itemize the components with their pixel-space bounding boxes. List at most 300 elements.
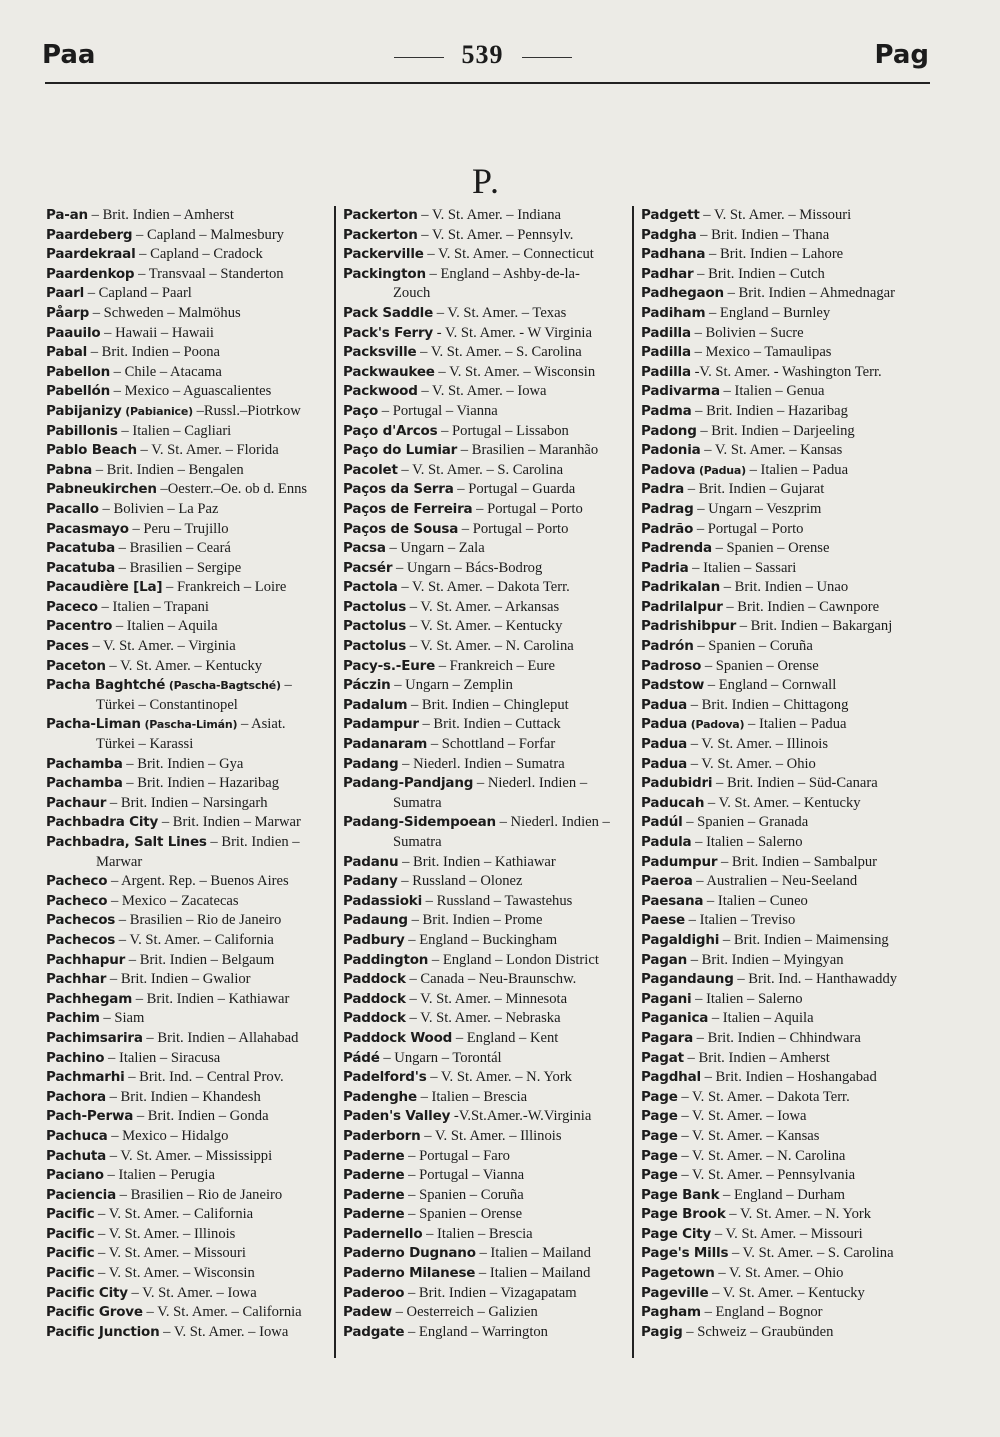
place-location: – Brit. Indien – Prome (411, 912, 543, 929)
place-name: Padalum (343, 696, 408, 713)
place-location: – V. St. Amer. – Wisconsin (438, 363, 596, 380)
gazetteer-entry (641, 578, 935, 598)
gazetteer-entry (46, 422, 338, 442)
place-location: – V. St. Amer. – California (98, 1206, 254, 1223)
gazetteer-entry (46, 539, 338, 559)
place-name: Påarp (46, 304, 90, 321)
place-location: – V. St. Amer. – Pennsylv. (421, 226, 574, 243)
place-location: – V. St. Amer. – S. Carolina (401, 461, 564, 478)
place-location-continued: Marwar (96, 853, 143, 870)
place-location: – Russland – Olonez (401, 873, 523, 890)
place-location: – V. St. Amer. – Virginia (92, 638, 236, 655)
place-location: – Portugal – Faro (408, 1147, 510, 1164)
place-name: Pachecos (46, 931, 116, 948)
gazetteer-entry (46, 1088, 338, 1108)
place-location: – England – Durham (723, 1186, 846, 1203)
place-location: – Italien – Padua (748, 716, 847, 733)
place-name: Padrishibpur (641, 618, 737, 635)
gazetteer-entry (343, 1127, 635, 1147)
place-location: – Brit. Indien – Belgaum (128, 951, 275, 968)
place-location-continued: Türkei – Constantinopel (96, 696, 238, 713)
place-location: – V. St. Amer. – Dakota Terr. (681, 1088, 850, 1105)
gazetteer-entry (46, 363, 338, 383)
place-location: – Mexico – Zacatecas (110, 892, 239, 909)
place-name: Pachhapur (46, 951, 126, 968)
place-location: – Spanien – Granada (686, 814, 809, 831)
place-location: – V. St. Amer. – Mississippi (109, 1147, 273, 1164)
place-name: Padma (641, 402, 692, 419)
place-location: – Portugal – Porto (476, 500, 583, 517)
place-name: Padang-Sidempoean (343, 814, 496, 831)
place-location: – Brit. Indien – Maimensing (722, 931, 889, 948)
gazetteer-entry (343, 911, 635, 931)
place-name: Pacasmayo (46, 520, 129, 537)
place-location: – Italien – Perugia (107, 1167, 215, 1184)
gazetteer-entry (46, 1264, 338, 1284)
place-location: – Oesterreich – Galizien (395, 1304, 538, 1321)
gazetteer-entry (46, 872, 338, 892)
gazetteer-entry (641, 598, 935, 618)
place-name: Paardenkop (46, 265, 135, 282)
gazetteer-entry (343, 1323, 635, 1343)
place-name: Pagham (641, 1304, 701, 1321)
gazetteer-entry (343, 422, 635, 442)
place-name: Padrikalan (641, 579, 721, 596)
gazetteer-entry (641, 206, 935, 226)
place-name: Page's Mills (641, 1245, 729, 1262)
place-name: Pacha Baghtché (46, 677, 166, 694)
place-location: – Brit. Indien – Chhindwara (696, 1029, 861, 1046)
alt-name: (Pascha-Bagtsché) (168, 679, 281, 693)
place-location: – Brit. Indien – (210, 834, 300, 850)
place-name: Páczin (343, 677, 391, 694)
place-location: – Italien – Salerno (695, 990, 803, 1007)
place-name: Padonia (641, 442, 701, 459)
place-name: Pabellon (46, 363, 111, 380)
alt-name: (Pascha-Limán) (144, 718, 238, 732)
place-name: Pablo Beach (46, 442, 137, 459)
place-location: – Brit. Indien – Gujarat (687, 481, 825, 498)
place-name: Page Brook (641, 1206, 726, 1223)
gazetteer-entry (343, 872, 635, 892)
place-location: – Schottland – Forfar (430, 736, 556, 753)
gazetteer-entry (343, 892, 635, 912)
place-location: – Australien – Neu-Seeland (696, 873, 858, 890)
place-location-continued: Türkei – Karassi (96, 736, 194, 753)
place-location: – V. St. Amer. – Nebraska (409, 1010, 561, 1027)
gazetteer-entry (641, 872, 935, 892)
gazetteer-entry (46, 794, 338, 814)
place-location: – England – London District (431, 951, 599, 968)
gazetteer-entry (641, 1264, 935, 1284)
place-location: – Italien – Genua (723, 383, 825, 400)
place-name: Padúl (641, 814, 683, 831)
place-location: – Italien – Salerno (695, 834, 803, 850)
place-name: Padua (641, 755, 688, 772)
gazetteer-entry (343, 755, 635, 775)
gazetteer-entry (641, 304, 935, 324)
place-location: – Brit. Indien – Amherst (687, 1049, 830, 1066)
place-location: – England – Cornwall (707, 677, 837, 694)
place-name: Pabal (46, 344, 88, 361)
place-name: Pacaudière [La] (46, 579, 163, 596)
place-location: – Brit. Indien – Unao (723, 579, 849, 596)
gazetteer-entry (641, 892, 935, 912)
place-name: Page (641, 1088, 678, 1105)
gazetteer-entry (343, 226, 635, 246)
place-location: – V. St. Amer. – Florida (140, 442, 279, 459)
gazetteer-entry (641, 951, 935, 971)
place-name: Paese (641, 912, 685, 929)
gazetteer-entry (46, 1127, 338, 1147)
place-location: – Brit. Indien – Vizagapatam (407, 1284, 577, 1301)
gazetteer-entry (641, 833, 935, 853)
gazetteer-entry (46, 402, 338, 422)
place-name: Pabellón (46, 383, 111, 400)
gazetteer-entry (641, 363, 935, 383)
gazetteer-entry (343, 970, 635, 990)
place-name: Paesana (641, 892, 704, 909)
gazetteer-entry (343, 520, 635, 540)
place-location: –Oesterr.–Oe. ob d. Enns (160, 481, 308, 498)
place-name: Pacallo (46, 500, 99, 517)
place-name: Paceco (46, 598, 98, 615)
place-name: Padanaram (343, 736, 428, 753)
place-name: Page Bank (641, 1186, 720, 1203)
dash-left (394, 57, 444, 58)
gazetteer-entry (343, 245, 635, 265)
gazetteer-entry (641, 755, 935, 775)
place-location: – Spanien – Coruña (697, 638, 813, 655)
place-name: Pacific (46, 1206, 95, 1223)
gazetteer-entry (46, 951, 338, 971)
gazetteer-entry (641, 265, 935, 285)
gazetteer-entry (343, 1244, 635, 1264)
place-name: Padhana (641, 246, 706, 263)
place-location: – Brit. Indien – Marwar (161, 814, 301, 831)
place-name: Pactola (343, 579, 398, 596)
place-location: – Brasilien – Rio de Janeiro (118, 912, 282, 929)
gazetteer-entry (46, 343, 338, 363)
place-location: – Capland – Cradock (139, 246, 263, 263)
gazetteer-entry (641, 480, 935, 500)
place-location: – Spanien – Orense (715, 540, 830, 557)
place-name: Padilla (641, 363, 691, 380)
gazetteer-entry (641, 931, 935, 951)
place-location: – Bolivien – La Paz (102, 500, 219, 517)
place-name: Paço d'Arcos (343, 422, 438, 439)
place-name: Packerton (343, 226, 418, 243)
place-name: Padrón (641, 638, 694, 655)
gazetteer-entry (343, 617, 635, 637)
place-name: Paderne (343, 1186, 405, 1203)
place-name: Pachamba (46, 775, 123, 792)
place-location: – Argent. Rep. – Buenos Aires (110, 873, 289, 890)
place-location: – Portugal – Lissabon (441, 422, 569, 439)
gazetteer-entry (343, 363, 635, 383)
place-location: – Mexico – Hidalgo (111, 1127, 229, 1144)
page-number: 539 (461, 40, 504, 69)
place-location: – Niederl. Indien – (476, 775, 588, 792)
place-name: Pachaur (46, 794, 107, 811)
gazetteer-entry (641, 715, 935, 735)
gazetteer-entry (343, 206, 635, 226)
place-location: – Brit. Ind. – Hanthawaddy (737, 971, 898, 988)
place-name: Paderne (343, 1147, 405, 1164)
gazetteer-entry (641, 422, 935, 442)
place-location: – Canada – Neu-Braunschw. (409, 971, 577, 988)
place-name: Paderoo (343, 1284, 405, 1301)
gazetteer-entry (343, 500, 635, 520)
gazetteer-entry (641, 1303, 935, 1323)
place-name: Padilla (641, 324, 691, 341)
gazetteer-entry (343, 1049, 635, 1069)
place-location: – V. St. Amer. – Connecticut (427, 246, 594, 263)
place-name: Pachora (46, 1088, 106, 1105)
place-name: Paardeberg (46, 226, 133, 243)
gazetteer-entry (46, 990, 338, 1010)
place-name: Pagani (641, 990, 692, 1007)
place-name: Page (641, 1108, 678, 1125)
place-location: – Frankreich – Loire (166, 579, 287, 596)
place-name: Pa-an (46, 207, 88, 223)
place-location: – V. St. Amer. – Iowa (421, 383, 547, 400)
gazetteer-entry (46, 324, 338, 344)
gazetteer-entry (641, 461, 935, 481)
gazetteer-entry (46, 480, 338, 500)
place-name: Padroso (641, 657, 702, 674)
place-location: – V. St. Amer. – Kentucky (707, 794, 861, 811)
place-name: Padampur (343, 716, 419, 733)
gazetteer-entry (46, 1284, 338, 1304)
header-rule (45, 82, 930, 84)
place-name: Paciencia (46, 1186, 116, 1203)
gazetteer-entry (641, 1049, 935, 1069)
place-name: Packerville (343, 246, 424, 263)
place-name: Padenghe (343, 1088, 417, 1105)
gazetteer-entry (343, 735, 635, 755)
place-name: Paganica (641, 1010, 709, 1027)
place-location: – V. St. Amer. – Iowa (163, 1323, 289, 1340)
place-name: Paauilo (46, 324, 101, 341)
page-number-line (36, 40, 929, 70)
gazetteer-entry (343, 1088, 635, 1108)
gazetteer-entry (46, 1166, 338, 1186)
place-name: Padua (641, 696, 688, 713)
place-location: – Schweiz – Graubünden (686, 1323, 834, 1340)
gazetteer-entry (343, 1225, 635, 1245)
gazetteer-entry (46, 1225, 338, 1245)
place-location: – Ungarn – Zemplin (394, 677, 513, 694)
gazetteer-entry (343, 657, 635, 677)
place-name: Padaung (343, 912, 408, 929)
alt-name: (Padua) (698, 463, 746, 477)
place-location-continued: Sumatra (393, 834, 442, 850)
place-name: Paducah (641, 794, 705, 811)
place-name: Pachino (46, 1049, 105, 1066)
place-name: Pacy-s.-Eure (343, 657, 436, 674)
gazetteer-entry (46, 559, 338, 579)
place-location: – Brit. Indien – Lahore (709, 246, 844, 263)
gazetteer-entry (343, 402, 635, 422)
gazetteer-entry (46, 774, 338, 794)
place-name: Paddock (343, 990, 406, 1007)
gazetteer-entry (641, 1166, 935, 1186)
place-name: Pachim (46, 1010, 100, 1027)
place-name: Pacentro (46, 618, 113, 635)
place-location: – Italien – Cagliari (121, 422, 232, 439)
place-name: Pagaldighi (641, 931, 720, 948)
alt-name: (Pabianice) (125, 404, 193, 418)
place-name: Pagara (641, 1029, 693, 1046)
place-location: – Chile – Atacama (113, 363, 222, 380)
place-name: Padanu (343, 853, 399, 870)
place-location: – Capland – Malmesbury (136, 226, 284, 243)
gazetteer-entry (641, 813, 935, 833)
place-location: –Russl.–Piotrkow (196, 402, 301, 419)
place-name: Paderno Dugnano (343, 1245, 476, 1262)
gazetteer-entry (46, 284, 338, 304)
gazetteer-entry (46, 1147, 338, 1167)
place-location: – Brit. Indien – Chittagong (690, 696, 849, 713)
gazetteer-column-1 (46, 206, 338, 1342)
gazetteer-entry (343, 539, 635, 559)
gazetteer-entry (343, 931, 635, 951)
gazetteer-entry (343, 441, 635, 461)
gazetteer-entry (46, 715, 338, 754)
gazetteer-entry (46, 265, 338, 285)
place-location: – Italien – Padua (749, 461, 849, 478)
gazetteer-entry (641, 1284, 935, 1304)
place-location: – Spanien – Orense (704, 657, 819, 674)
gazetteer-entry (343, 951, 635, 971)
place-name: Paddington (343, 951, 429, 968)
place-location: – (284, 677, 292, 694)
place-location: – V. St. Amer. – Texas (436, 304, 567, 321)
place-location: – Portugal – Vianna (381, 402, 498, 419)
place-location: – V. St. Amer. – Ohio (690, 755, 816, 772)
place-name: Padhegaon (641, 285, 724, 302)
gazetteer-entry (641, 520, 935, 540)
gazetteer-entry (46, 304, 338, 324)
place-location: – Brit. Indien – Gonda (136, 1108, 269, 1125)
place-location: – V. St. Amer. – Kansas (681, 1127, 820, 1144)
place-name: Pachecos (46, 912, 116, 929)
gazetteer-entry (641, 735, 935, 755)
gazetteer-entry (46, 520, 338, 540)
gazetteer-entry (46, 657, 338, 677)
gazetteer-entry (641, 1225, 935, 1245)
place-name: Pacha-Liman (46, 716, 141, 733)
place-location: – Portugal – Guarda (457, 481, 576, 498)
place-name: Pacheco (46, 873, 108, 890)
section-letter: P. (471, 161, 502, 201)
place-location: – Italien – Mailand (478, 1265, 591, 1282)
place-location: – V. St. Amer. – N. Carolina (409, 638, 574, 655)
place-name: Pabillonis (46, 422, 118, 439)
place-name: Paços de Sousa (343, 520, 459, 537)
gazetteer-entry (343, 343, 635, 363)
place-location: – Brit. Indien – Hazaribag (126, 775, 280, 792)
place-location: – Russland – Tawastehus (425, 892, 573, 909)
gazetteer-entry (46, 1303, 338, 1323)
place-location: – V. St. Amer. – Minnesota (409, 990, 568, 1007)
place-name: Padilla (641, 344, 691, 361)
place-name: Pachimsarira (46, 1029, 143, 1046)
place-location: – Brit. Ind. – Central Prov. (128, 1069, 284, 1086)
place-location: – V. St. Amer. – Arkansas (409, 598, 560, 615)
place-location: – Italien – Mailand (479, 1245, 591, 1262)
place-location: – V. St. Amer. – Illinois (690, 736, 829, 753)
place-name: Padbury (343, 931, 405, 948)
place-location: – Brit. Indien – Khandesh (109, 1088, 261, 1105)
place-location: – England – Buckingham (408, 931, 558, 948)
place-name: Paços de Ferreira (343, 500, 473, 517)
place-location: – Italien – Trapani (101, 598, 209, 615)
place-name: Padhar (641, 265, 694, 282)
gazetteer-entry (343, 1147, 635, 1167)
place-location: – V. St. Amer. – S. Carolina (420, 344, 582, 361)
gazetteer-entry (343, 696, 635, 716)
place-location: – Italien – Cuneo (706, 892, 808, 909)
place-name: Page (641, 1147, 678, 1164)
place-name: Padubidri (641, 775, 713, 792)
gazetteer-entry (641, 970, 935, 990)
place-name: Paarl (46, 285, 85, 302)
place-location: – Ungarn – Zala (389, 540, 485, 557)
place-location: – Brit. Indien – Myingyan (690, 951, 844, 968)
place-name: Pactolus (343, 618, 407, 635)
gazetteer-entry (343, 1107, 635, 1127)
gazetteer-entry (343, 813, 635, 852)
gazetteer-entry (46, 892, 338, 912)
place-location: – Brit. Indien – Poona (90, 344, 221, 361)
place-name: Paderno Milanese (343, 1265, 476, 1282)
gazetteer-entry (46, 500, 338, 520)
place-name: Paços da Serra (343, 481, 454, 498)
place-location: – Brit. Indien – Sambalpur (720, 853, 878, 870)
gazetteer-entry (641, 284, 935, 304)
place-name: Padernello (343, 1225, 423, 1242)
place-location: – Mexico – Aguascalientes (113, 383, 272, 400)
place-name: Pacific (46, 1225, 95, 1242)
place-name: Pagdhal (641, 1069, 701, 1086)
gazetteer-entry (46, 1186, 338, 1206)
gazetteer-entry (343, 1068, 635, 1088)
gazetteer-entry (641, 441, 935, 461)
gazetteer-entry (641, 1186, 935, 1206)
running-head-left: Paa (42, 40, 96, 70)
gazetteer-entry (46, 755, 338, 775)
gazetteer-entry (641, 324, 935, 344)
gazetteer-entry (46, 206, 338, 226)
gazetteer-entry (641, 245, 935, 265)
gazetteer-entry (46, 931, 338, 951)
place-location: – Frankreich – Eure (438, 657, 556, 674)
gazetteer-entry (343, 1009, 635, 1029)
gazetteer-entry (641, 696, 935, 716)
gazetteer-entry (343, 853, 635, 873)
place-name: Paddock (343, 971, 406, 988)
place-location: – Schweden – Malmöhus (92, 304, 241, 321)
gazetteer-entry (641, 676, 935, 696)
place-name: Padrenda (641, 540, 712, 557)
gazetteer-entry (641, 617, 935, 637)
gazetteer-entry (641, 1127, 935, 1147)
place-location: – Hawaii – Hawaii (104, 324, 214, 341)
place-location: – Brit. Indien – Süd-Canara (716, 775, 878, 792)
gazetteer-entry (343, 1029, 635, 1049)
